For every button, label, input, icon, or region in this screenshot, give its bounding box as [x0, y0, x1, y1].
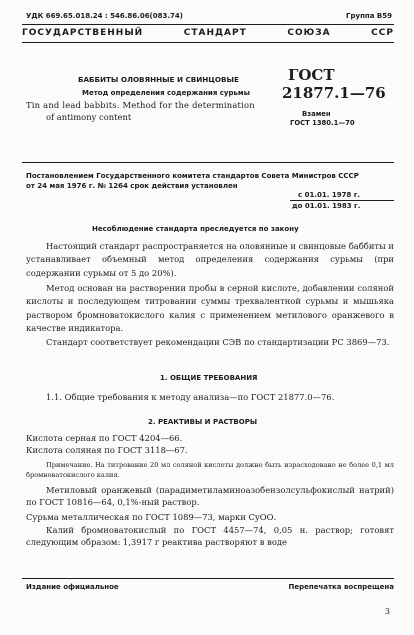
paragraph-scope: Настоящий стандарт распространяется на оловянные и свинцовые баббиты и устанавливает объемный метод определения содержания сурьмы (при содержании сурьмы от 5 до 20%). — [26, 241, 394, 278]
reagent-antimony: Сурьма металлическая по ГОСТ 1089—73, марки СуОО. — [26, 512, 277, 522]
banner-rule — [22, 42, 394, 43]
gost-designation — [282, 66, 386, 102]
udk-code: УДК 669.65.018.24 : 546.86.06(083.74) — [26, 12, 183, 20]
law-notice: Несоблюдение стандарта преследуется по закону — [92, 225, 299, 233]
reagent-potassium-bromate: Калий бромноватокислый по ГОСТ 4457—74, 0,05 н. раствор; готовят следующим образом: 1,3917 г реактива растворяют в воде — [26, 525, 394, 548]
section-heading-general: 1. ОБЩИЕ ТРЕБОВАНИЯ — [160, 374, 258, 382]
resolution-text — [26, 171, 359, 191]
reprint-prohibited-label: Перепечатка воспрещена — [288, 583, 394, 591]
date-to: до 01.01. 1983 г. — [292, 202, 361, 210]
title-ru-sub: Метод определения содержания сурьмы — [82, 89, 250, 97]
paragraph-compliance: Стандарт соответствует рекомендации СЭВ по стандартизации РС 3869—73. — [46, 337, 390, 347]
official-edition-label: Издание официальное — [26, 583, 119, 591]
paragraph-method: Метод основан на растворении пробы в серной кислоте, добавлении соляной кислоты и последующем титровании суммы трехвалентной сурьмы и мышьяка раствором бромноватокислого калия с применением метилового оранжевого в качестве индикатора. — [26, 283, 394, 334]
title-en-line2: of antimony content — [46, 112, 132, 122]
reagent-methyl-orange: Метиловый оранжевый (парадиметиламиноазобензолсульфокислый натрий) по ГОСТ 10816—64, 0,1%-ный раствор. — [26, 485, 394, 508]
title-ru-main: БАББИТЫ ОЛОВЯННЫЕ И СВИНЦОВЫЕ — [78, 75, 239, 84]
page-number: 3 — [384, 607, 390, 616]
gost-label: ГОСТ — [288, 66, 335, 84]
reagent-hydrochloric-acid: Кислота соляная по ГОСТ 3118—67. — [26, 445, 188, 455]
reagent-sulfuric-acid: Кислота серная по ГОСТ 4204—66. — [26, 433, 183, 443]
top-rule — [22, 24, 394, 25]
title-en-line1: Tin and lead babbits. Method for the determination — [26, 100, 255, 110]
replaced-gost: ГОСТ 1380.1—70 — [290, 119, 355, 127]
resolution-line2: от 24 мая 1976 г. № 1264 срок действия установлен — [26, 182, 238, 190]
replaced-label: Взамен — [302, 110, 331, 118]
group-code: Группа В59 — [346, 12, 392, 20]
gost-number: 21877.1—76 — [282, 84, 386, 102]
date-divider — [290, 200, 394, 201]
footer-rule — [22, 578, 394, 579]
state-standard-banner: ГОСУДАРСТВЕННЫЙ СТАНДАРТ СОЮЗА ССР — [22, 28, 394, 38]
date-from: с 01.01. 1978 г. — [298, 191, 361, 199]
clause-1-1: 1.1. Общие требования к методу анализа—по ГОСТ 21877.0—76. — [46, 392, 335, 402]
replaced-standard — [290, 110, 355, 128]
reagent-note: Примечание. На титрование 20 мл соляной кислоты должно быть израсходовано не более 0,1 мл бромноватокислого калия. — [26, 461, 394, 479]
section-heading-reagents: 2. РЕАКТИВЫ И РАСТВОРЫ — [148, 418, 258, 426]
resolution-rule — [22, 162, 394, 163]
resolution-line1: Постановлением Государственного комитета стандартов Совета Министров СССР — [26, 172, 359, 180]
